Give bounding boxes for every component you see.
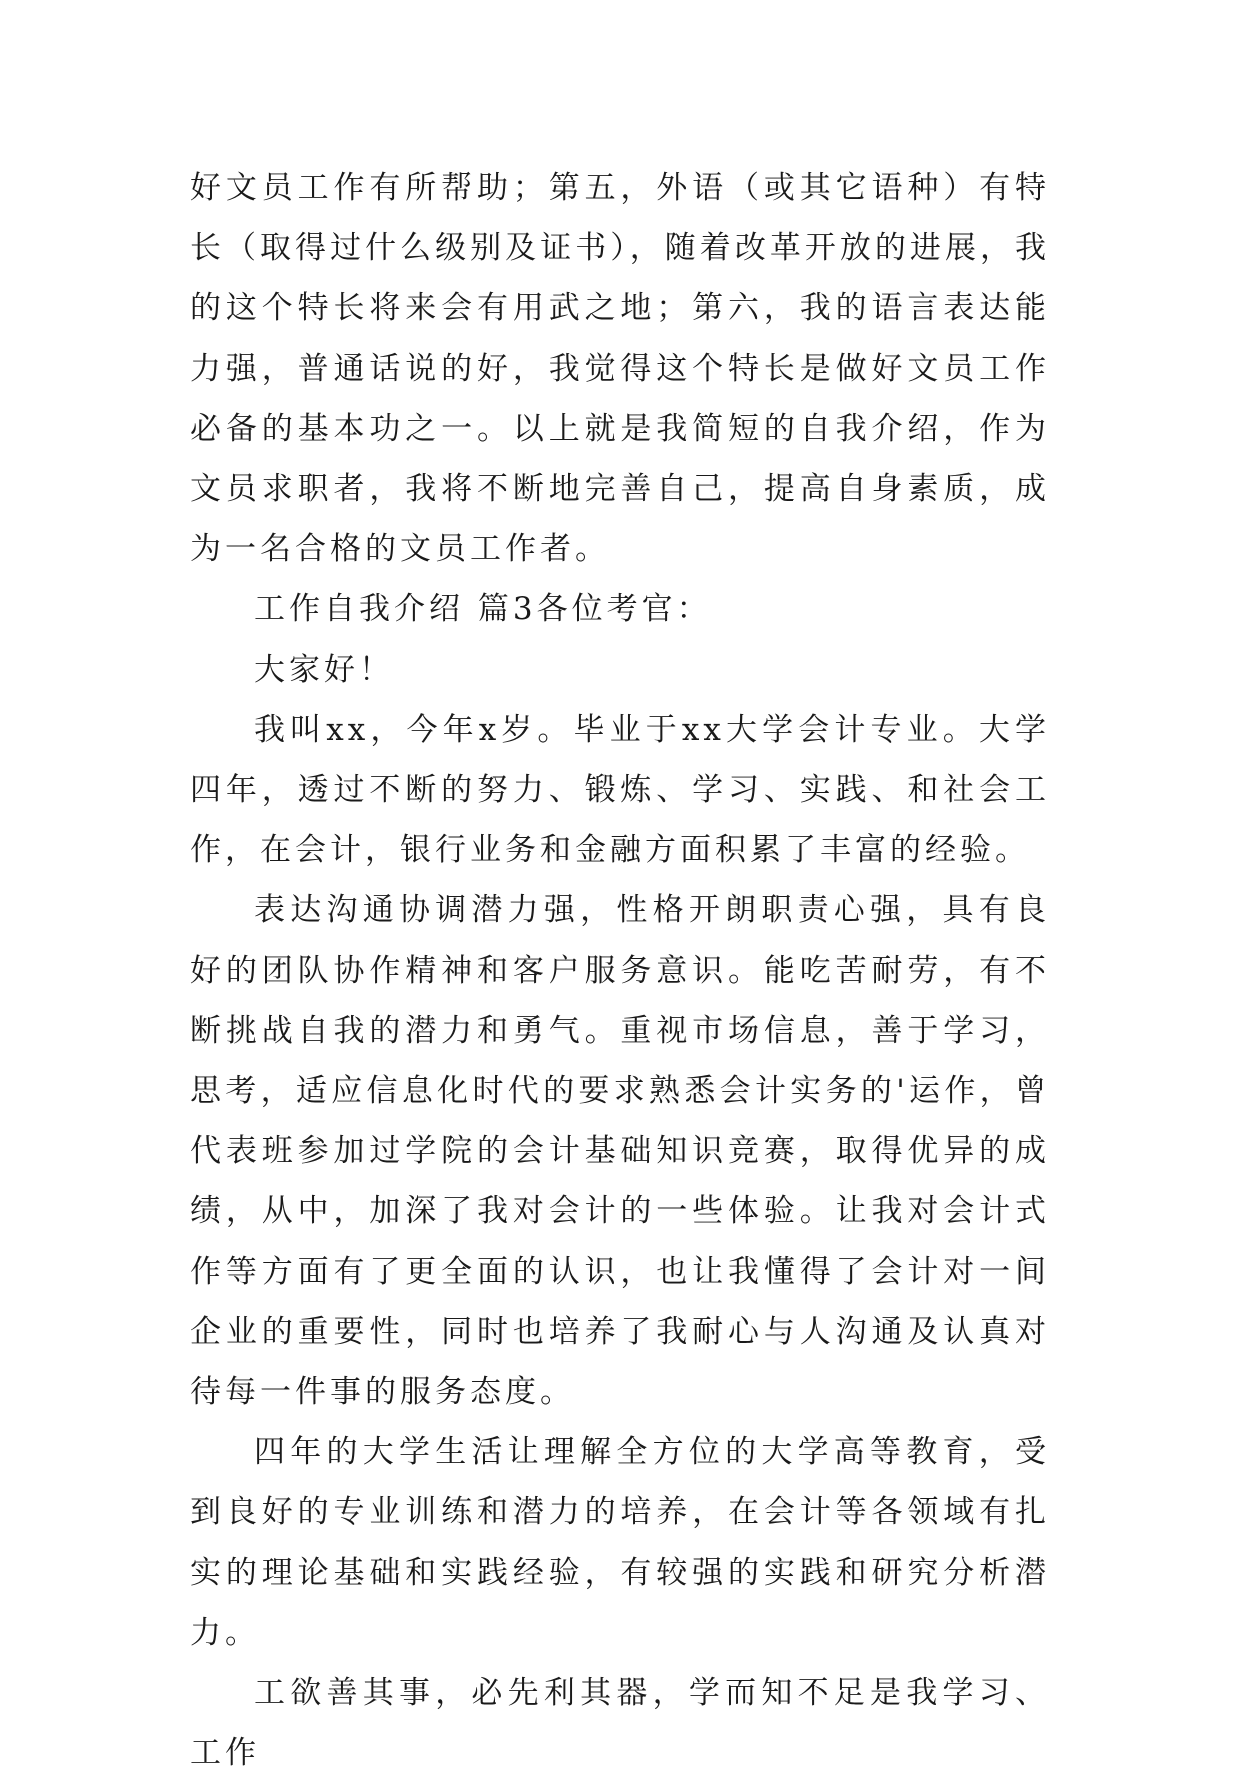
paragraph-intro: 我叫xx，今年x岁。毕业于xx大学会计专业。大学四年，透过不断的努力、锻炼、学习、实践、和社会工作，在会计，银行业务和金融方面积累了丰富的经验。	[190, 711, 1050, 869]
paragraph-education: 四年的大学生活让理解全方位的大学高等教育，受到良好的专业训练和潜力的培养，在会计等各领域有扎实的理论基础和实践经验，有较强的实践和研究分析潜力。	[190, 1434, 1050, 1651]
paragraph-closing: 工欲善其事，必先利其器，学而知不足是我学习、工作	[190, 1675, 1050, 1772]
section-heading: 工作自我介绍 篇3各位考官：	[254, 591, 712, 628]
document-body	[190, 158, 1050, 1783]
greeting: 大家好！	[254, 651, 394, 688]
paragraph-skills: 表达沟通协调潜力强，性格开朗职责心强，具有良好的团队协作精神和客户服务意识。能吃苦耐劳，有不断挑战自我的潜力和勇气。重视市场信息，善于学习，思考，适应信息化时代的要求熟悉会计实务的'运作，曾代表班参加过学院的会计基础知识竞赛，取得优异的成绩，从中，加深了我对会计的一些体验。让我对会计式作等方面有了更全面的认识，也让我懂得了会计对一间企业的重要性，同时也培养了我耐心与人沟通及认真对待每一件事的服务态度。	[190, 892, 1050, 1411]
paragraph-continued: 好文员工作有所帮助；第五，外语（或其它语种）有特长（取得过什么级别及证书），随着改革开放的进展，我的这个特长将来会有用武之地；第六，我的语言表达能力强，普通话说的好，我觉得这个特长是做好文员工作必备的基本功之一。以上就是我简短的自我介绍，作为文员求职者，我将不断地完善自己，提高自身素质，成为一名合格的文员工作者。	[190, 170, 1050, 568]
